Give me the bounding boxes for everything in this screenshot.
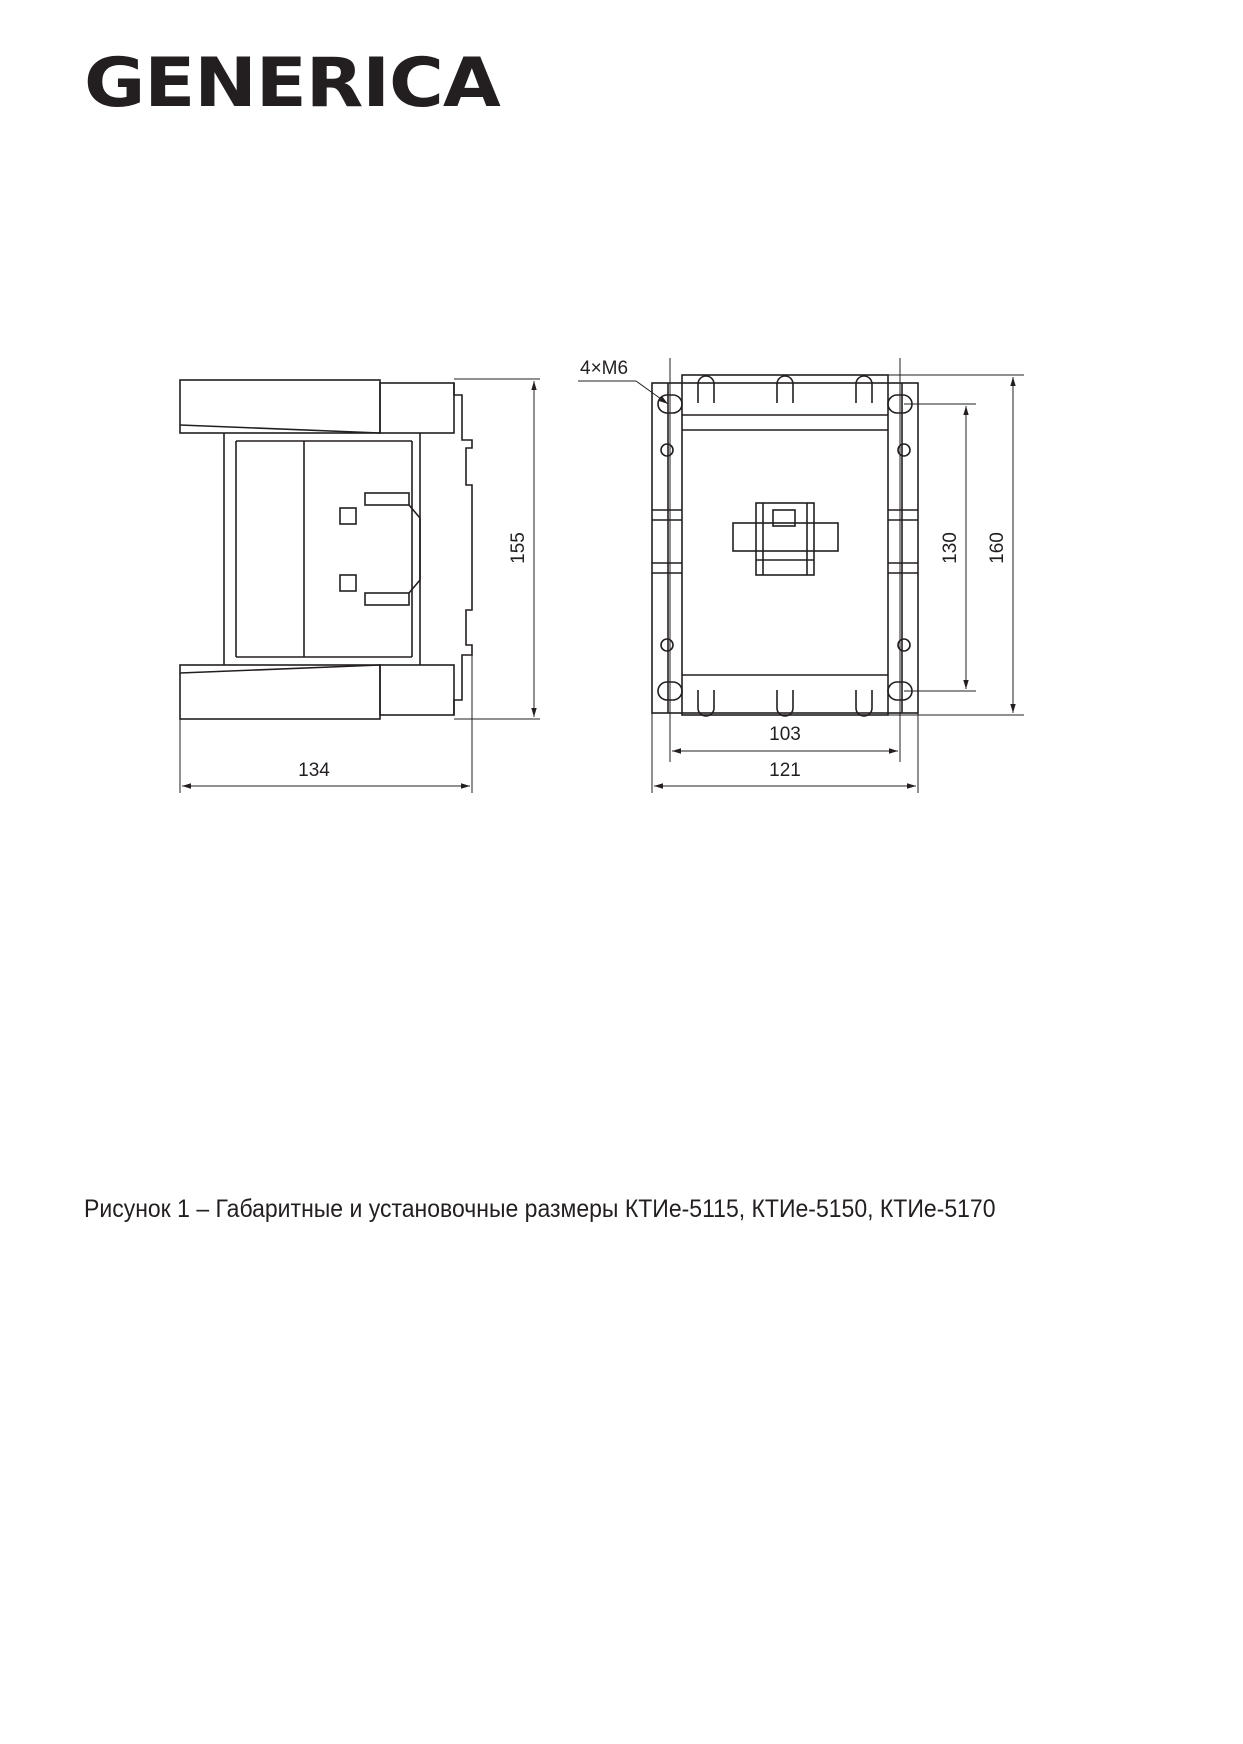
hole-pitch-vertical-dimension: 130 — [940, 532, 961, 564]
brand-logo: GENERICA — [84, 44, 500, 123]
side-depth-dimension: 134 — [298, 760, 330, 781]
hole-pitch-horizontal-dimension: 103 — [769, 724, 801, 745]
thread-spec-label: 4×M6 — [580, 358, 629, 379]
front-width-dimension: 121 — [769, 760, 801, 781]
side-view — [180, 380, 472, 719]
front-view — [652, 375, 918, 716]
side-height-dimension: 155 — [508, 532, 529, 564]
front-height-dimension: 160 — [987, 532, 1008, 564]
figure-caption: Рисунок 1 – Габаритные и установочные размеры КТИе-5115, КТИе-5150, КТИе-5170 — [84, 1195, 996, 1223]
